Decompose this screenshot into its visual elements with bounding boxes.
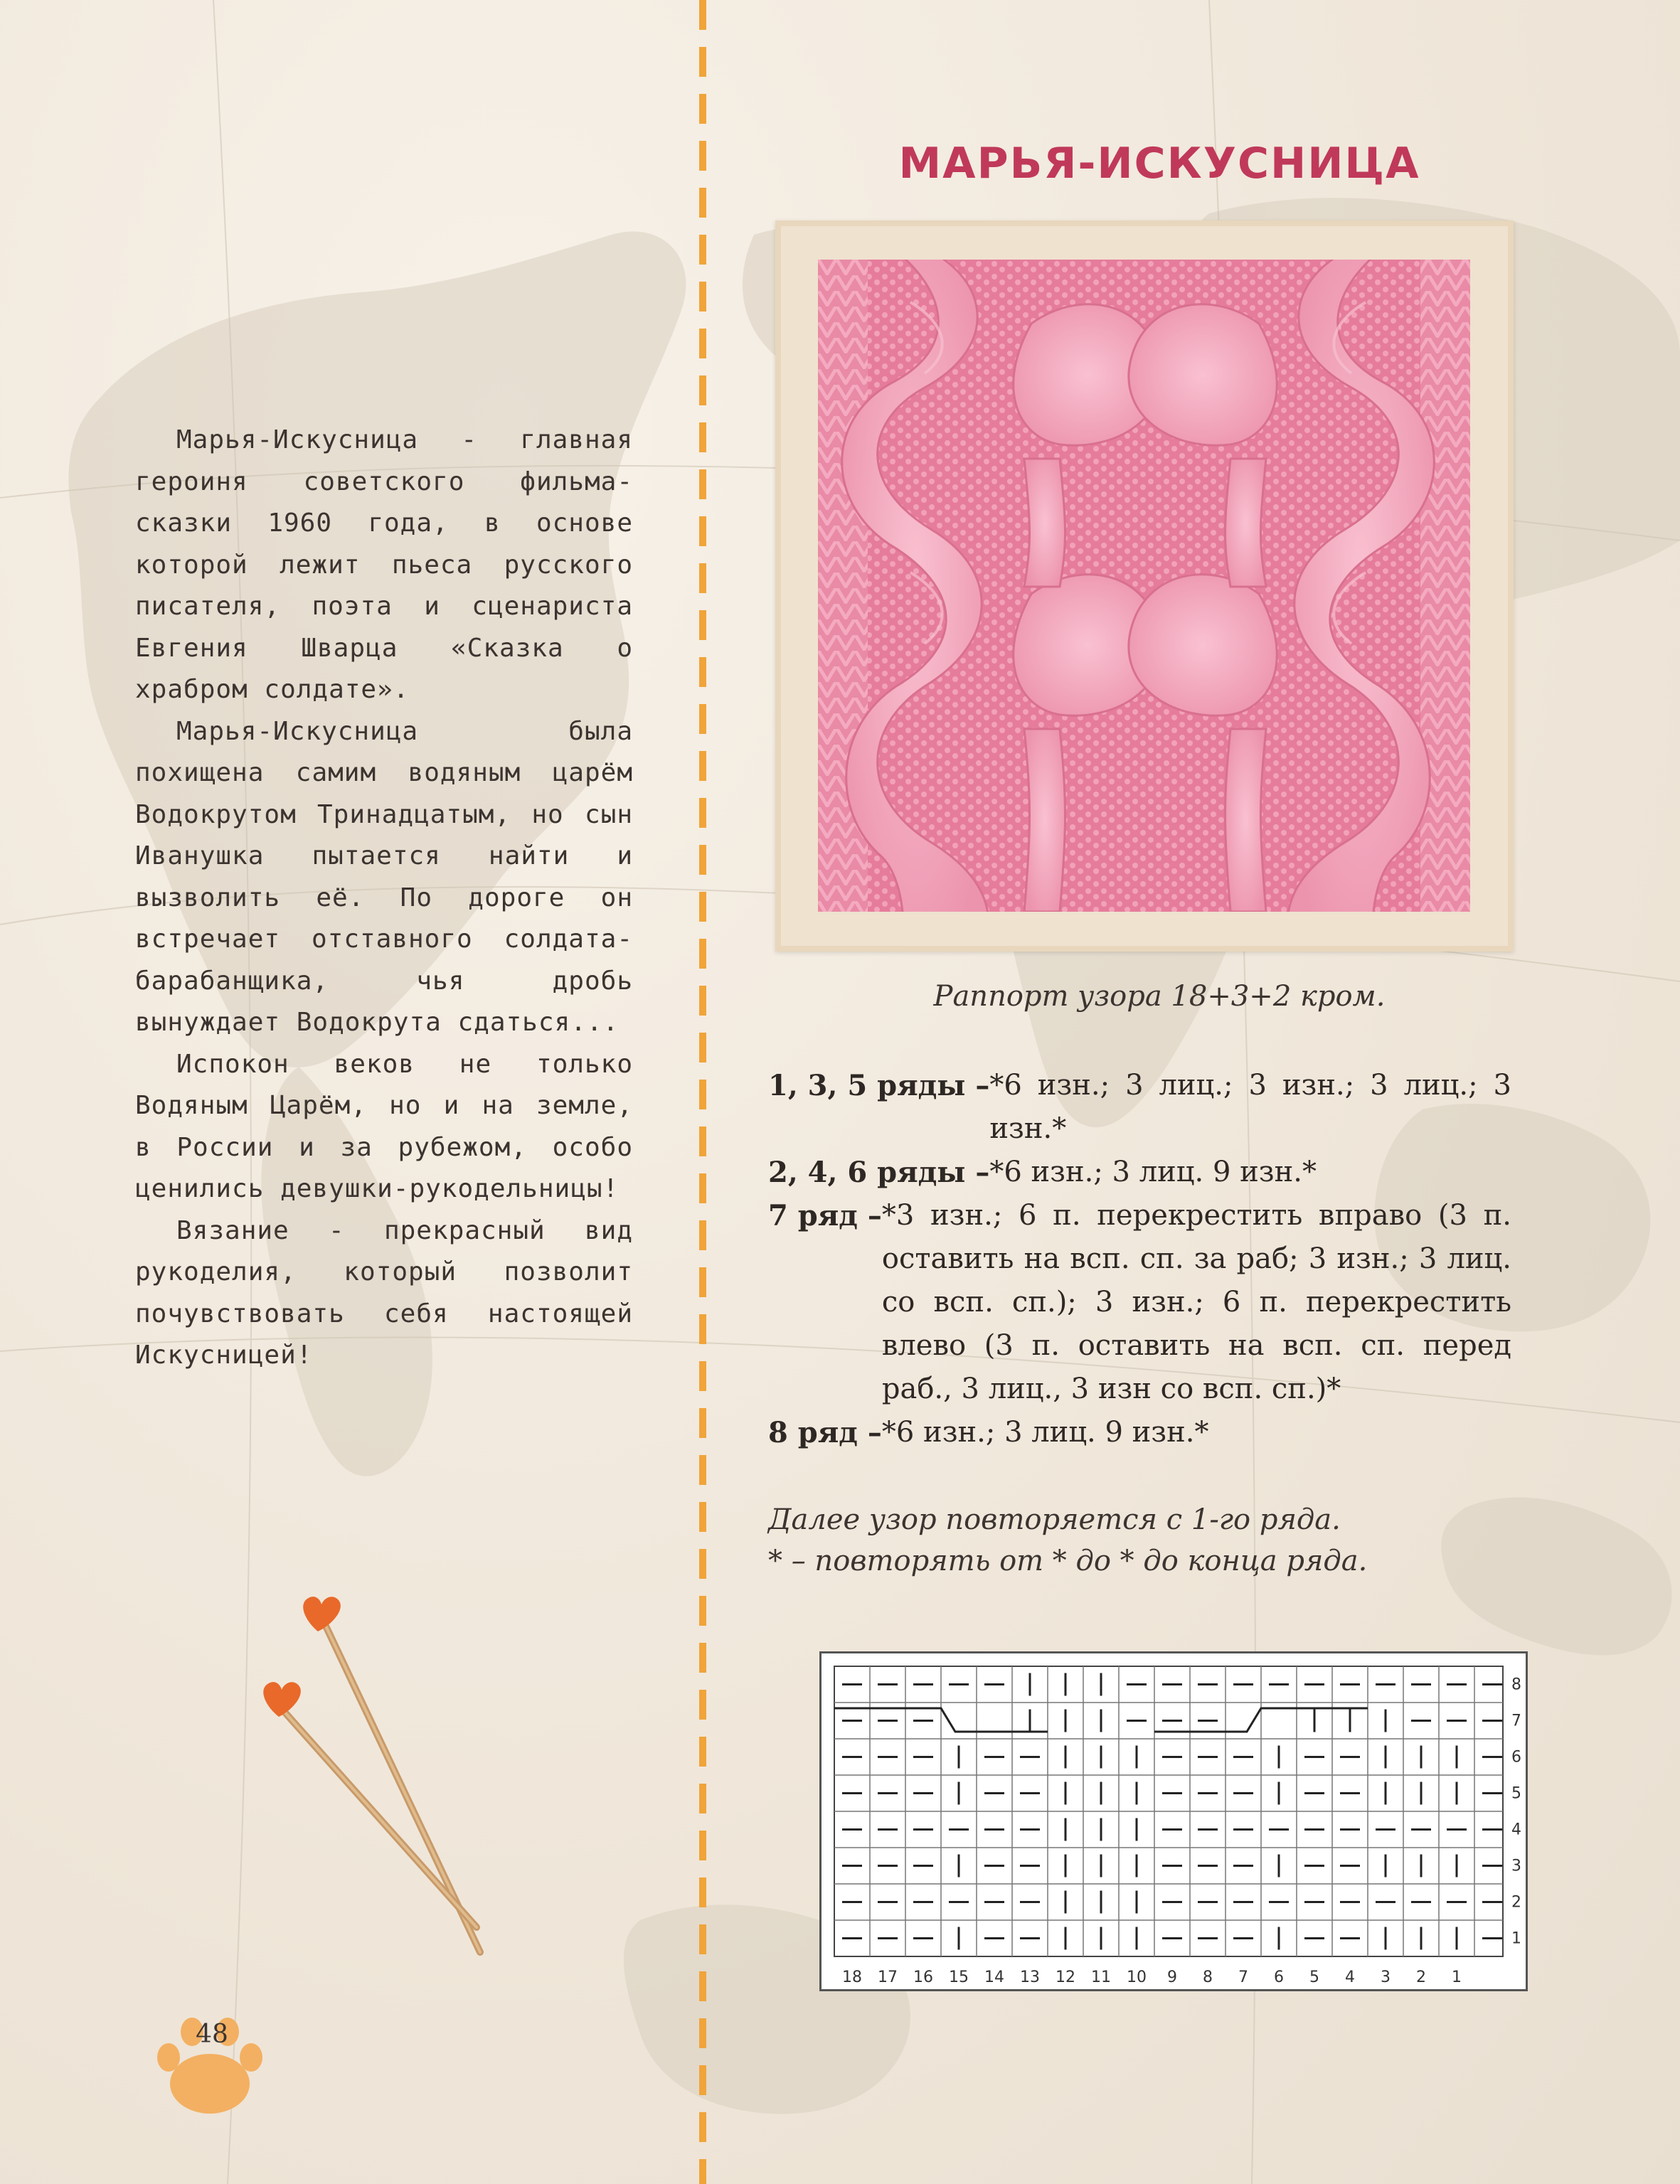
chart-column-label: 6: [1274, 1969, 1284, 1986]
chart-column-label: 3: [1381, 1969, 1391, 1986]
chart-column-label: 8: [1203, 1969, 1213, 1986]
instruction-text: *6 изн.; 3 лиц. 9 изн.*: [989, 1156, 1317, 1188]
instruction-text: *6 изн.; 3 лиц. 9 изн.*: [881, 1416, 1209, 1449]
chart-row-label: 2: [1511, 1893, 1521, 1912]
pattern-repeat-caption: Раппорт узора 18+3+2 кром.: [933, 980, 1386, 1013]
chart-column-label: 17: [878, 1969, 898, 1986]
row-instructions: [768, 1064, 1511, 1454]
instruction-text: *6 изн.; 3 лиц.; 3 изн.; 3 лиц.; 3 изн.*: [989, 1069, 1511, 1145]
chart-column-label: 16: [913, 1969, 933, 1986]
knit-cable-photo: [818, 260, 1470, 912]
footnote-repeat: Далее узор повторяется с 1-го ряда.: [768, 1503, 1341, 1536]
chart-column-label: 11: [1091, 1969, 1111, 1986]
instruction-row-3: [768, 1194, 1511, 1411]
instruction-label: 2, 4, 6 ряды –: [768, 1156, 990, 1189]
chart-column-label: 13: [1020, 1969, 1040, 1986]
chart-column-label: 9: [1167, 1969, 1177, 1986]
chart-column-label: 7: [1238, 1969, 1248, 1986]
chart-column-label: 2: [1416, 1969, 1426, 1986]
chart-row-label: 4: [1511, 1821, 1521, 1839]
dashed-divider: [699, 0, 706, 2184]
instruction-row-4: [768, 1411, 1511, 1454]
instruction-label: 8 ряд –: [768, 1416, 882, 1449]
story-paragraph-1: Марья-Искусница - главная героиня советского фильма-сказки 1960 года, в основе которой лежит пьеса русского писателя, поэта и сценариста Евгения Шварца «Сказка о храбром солдате».: [135, 425, 633, 704]
chart-row-label: 1: [1511, 1929, 1521, 1948]
instruction-label: 7 ряд –: [768, 1199, 882, 1232]
page-title: МАРЬЯ-ИСКУСНИЦА: [898, 139, 1420, 188]
left-story-text: [135, 420, 633, 1377]
chart-row-label: 6: [1511, 1748, 1521, 1767]
knit-photo-frame: [775, 220, 1514, 952]
chart-row-label: 3: [1511, 1857, 1521, 1875]
knitting-chart-grid: [822, 1653, 1526, 1989]
story-paragraph-3: Испокон веков не только Водяным Царём, но и на земле, в России и за рубежом, особо ценились девушки-рукодельницы!: [135, 1049, 633, 1203]
instruction-row-2: [768, 1151, 1511, 1194]
chart-column-label: 5: [1309, 1969, 1319, 1986]
instruction-text: *3 изн.; 6 п. перекрестить вправо (3 п. оставить на всп. сп. за раб; 3 изн.; 3 лиц. со всп. сп.); 3 изн.; 6 п. перекрестить влево (3 п. оставить на всп. сп. перед раб., 3 лиц., 3 изн со всп. сп.)*: [881, 1199, 1511, 1405]
footnotes: [768, 1499, 1551, 1582]
story-paragraph-2: Марья-Искусница была похищена самим водяным царём Водокрутом Тринадцатым, но сын Иванушка пытается найти и вызволить её. По дороге он встречает отставного солдата-барабанщика, чья дробь вынуждает Водокрута сдаться...: [135, 716, 633, 1037]
chart-column-label: 15: [949, 1969, 969, 1986]
footnote-asterisk: * – повторять от * до * до конца ряда.: [768, 1545, 1368, 1577]
knitting-chart: [819, 1651, 1528, 1991]
chart-row-label: 8: [1511, 1676, 1521, 1694]
chart-column-label: 10: [1127, 1969, 1147, 1986]
chart-column-label: 1: [1452, 1969, 1462, 1986]
page-number: 48: [196, 2020, 228, 2049]
chart-row-label: 7: [1511, 1712, 1521, 1730]
story-paragraph-4: Вязание - прекрасный вид рукоделия, который позволит почувствовать себя настоящей Искусницей!: [135, 1215, 633, 1370]
instruction-row-1: [768, 1064, 1511, 1151]
instruction-label: 1, 3, 5 ряды –: [768, 1069, 990, 1102]
chart-column-label: 18: [842, 1969, 862, 1986]
knitting-needles-illustration: [242, 1593, 498, 1963]
chart-column-label: 14: [984, 1969, 1004, 1986]
chart-row-label: 5: [1511, 1784, 1521, 1803]
chart-column-label: 12: [1056, 1969, 1075, 1986]
chart-column-label: 4: [1345, 1969, 1355, 1986]
